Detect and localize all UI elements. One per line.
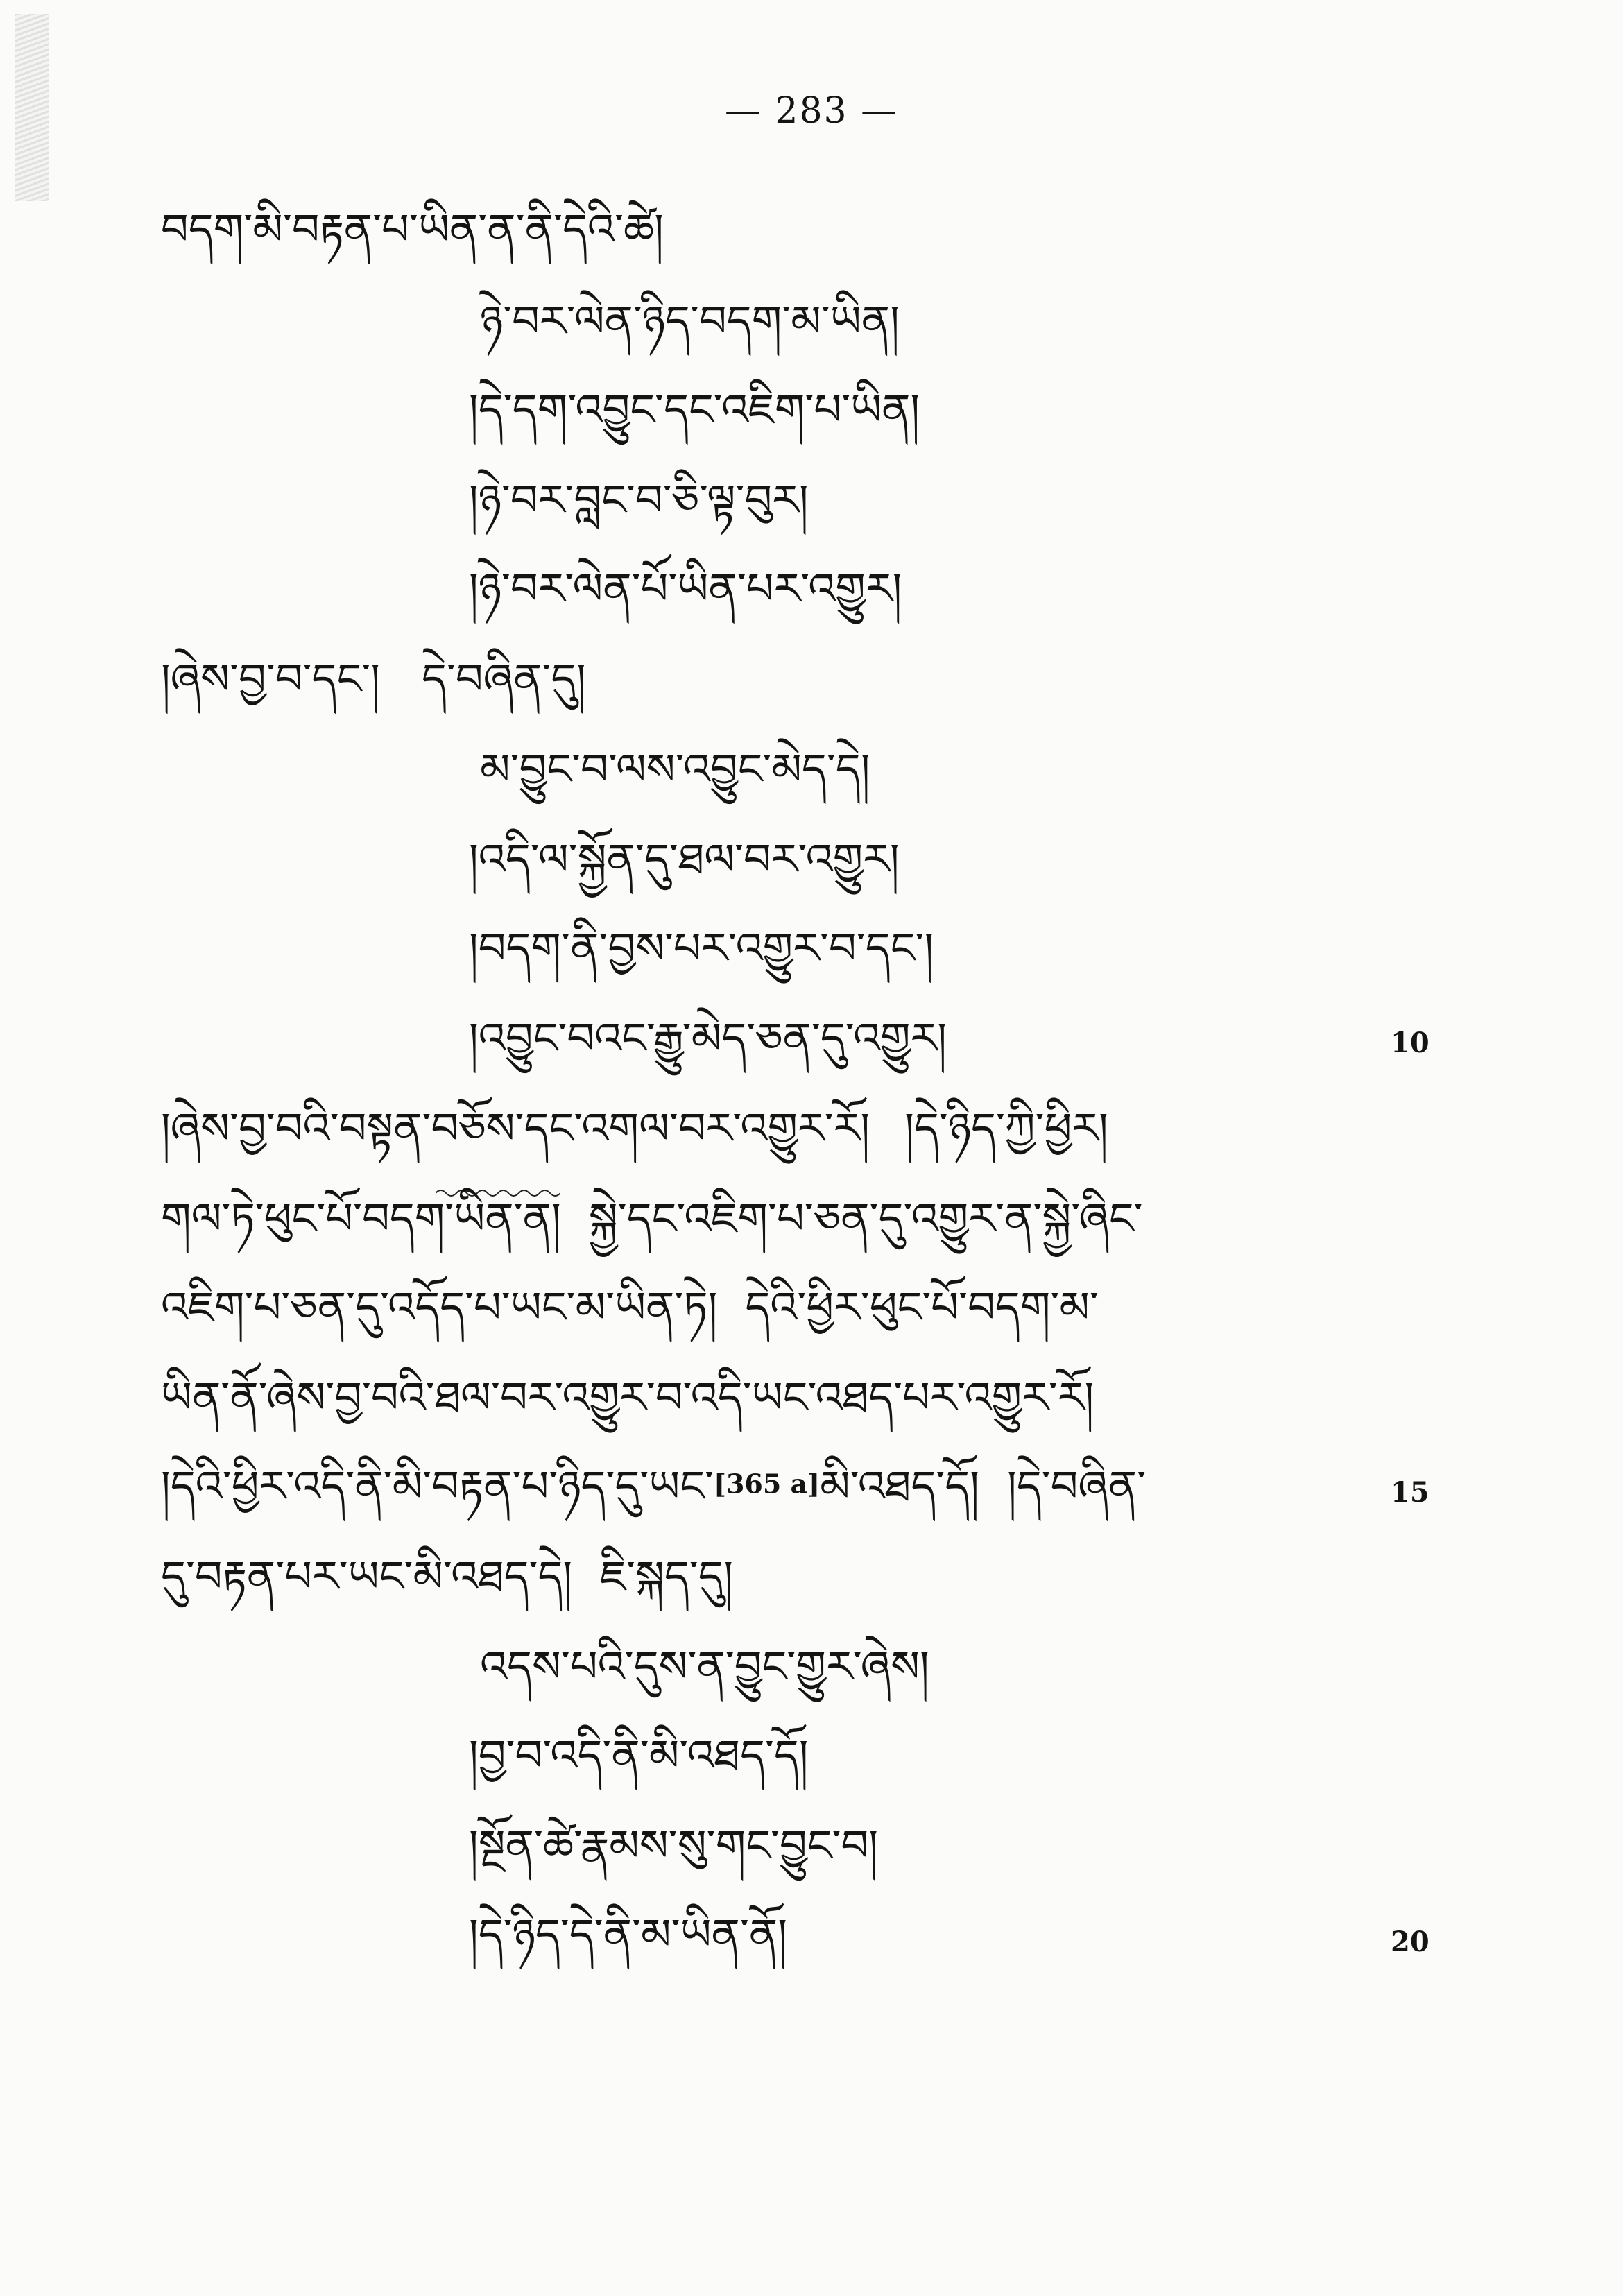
text-line-13a: འཇིག་པ་ཅན་དུ་འདོད་པ་ཡང་མ་ཡིན་ཏེ། <box>161 1282 718 1333</box>
text-line-1: བདག་མི་བརྟན་པ་ཡིན་ན་ནི་དེའི་ཚེ། <box>161 204 664 255</box>
text-line-3: །དེ་དག་འབྱུང་དང་འཇིག་པ་ཡིན། <box>469 384 920 435</box>
folio-marker: [365 a] <box>714 1468 821 1500</box>
text-line-13b: དེའི་ཕྱིར་ཕུང་པོ་བདག་མ་ <box>745 1282 1099 1333</box>
margin-line-number-10: 10 <box>1391 1027 1429 1059</box>
text-line-7: མ་བྱུང་བ་ལས་འབྱུང་མེད་དེ། <box>480 744 870 794</box>
margin-line-number-15: 15 <box>1391 1476 1429 1509</box>
text-line-19: །སྔོན་ཚེ་རྣམས་སུ་གང་བྱུང་བ། <box>469 1820 879 1871</box>
text-line-9: །བདག་ནི་བྱས་པར་འགྱུར་བ་དང་། <box>469 923 934 973</box>
text-line-16a: དུ་བརྟན་པར་ཡང་མི་འཐད་དེ། <box>161 1551 573 1602</box>
text-line-15c: །དེ་བཞིན་ <box>1006 1461 1147 1511</box>
text-line-14: ཡིན་ནོ་ཞེས་བྱ་བའི་ཐལ་བར་འགྱུར་བ་འདི་ཡང་འཐད་པར་འགྱུར་རོ། <box>161 1372 1094 1423</box>
text-line-15b: མི་འཐད་དོ། <box>820 1461 979 1511</box>
text-line-11 <box>161 1103 1108 1154</box>
text-line-8: །འདི་ལ་སྐྱོན་དུ་ཐལ་བར་འགྱུར། <box>469 834 900 884</box>
text-line-11a: །ཞེས་བྱ་བའི་བསྟན་བཅོས་དང་འགལ་བར་འགྱུར་རོ། <box>161 1103 870 1154</box>
text-line-16 <box>161 1551 734 1602</box>
text-line-13 <box>161 1282 1099 1333</box>
text-line-6 <box>161 653 586 704</box>
text-line-20: །དེ་ཉིད་དེ་ནི་མ་ཡིན་ནོ། <box>469 1909 788 1960</box>
text-line-12a: གལ་ཏེ་ཕུང་པོ་བདག་ཡིན་ན། <box>161 1193 561 1244</box>
text-line-5: །ཉེ་བར་ལེན་པོ་ཡིན་པར་འགྱུར། <box>469 563 902 614</box>
text-line-15 <box>161 1461 1147 1511</box>
text-line-11b: །དེ་ཉིད་ཀྱི་ཕྱིར། <box>904 1103 1108 1154</box>
text-line-6b: དེ་བཞིན་དུ། <box>422 653 586 704</box>
text-line-17: འདས་པའི་དུས་ན་བྱུང་གྱུར་ཞེས། <box>480 1641 929 1692</box>
text-line-6a: །ཞེས་བྱ་བ་དང་། <box>161 653 381 704</box>
text-line-18: །བྱ་བ་འདི་ནི་མི་འཐད་དོ། <box>469 1730 809 1781</box>
text-line-15a: །དེའི་ཕྱིར་འདི་ནི་མི་བརྟན་པ་ཉིད་དུ་ཡང་ <box>161 1461 714 1511</box>
text-line-2: ཉེ་བར་ལེན་ཉིད་བདག་མ་ཡིན། <box>480 295 900 346</box>
text-line-12b: སྐྱེ་དང་འཇིག་པ་ཅན་དུ་འགྱུར་ན་སྐྱེ་ཞིང་ <box>588 1193 1143 1244</box>
text-line-4: །ཉེ་བར་བླང་བ་ཅི་ལྟ་བུར། <box>469 474 809 525</box>
margin-line-number-20: 20 <box>1391 1926 1429 1958</box>
text-line-16b: ཇི་སྐད་དུ། <box>600 1551 734 1602</box>
text-line-10: །འབྱུང་བའང་རྒྱུ་མེད་ཅན་དུ་འགྱུར། <box>469 1013 947 1063</box>
text-line-12 <box>161 1193 1143 1244</box>
page-number: — 283 — <box>724 90 899 132</box>
